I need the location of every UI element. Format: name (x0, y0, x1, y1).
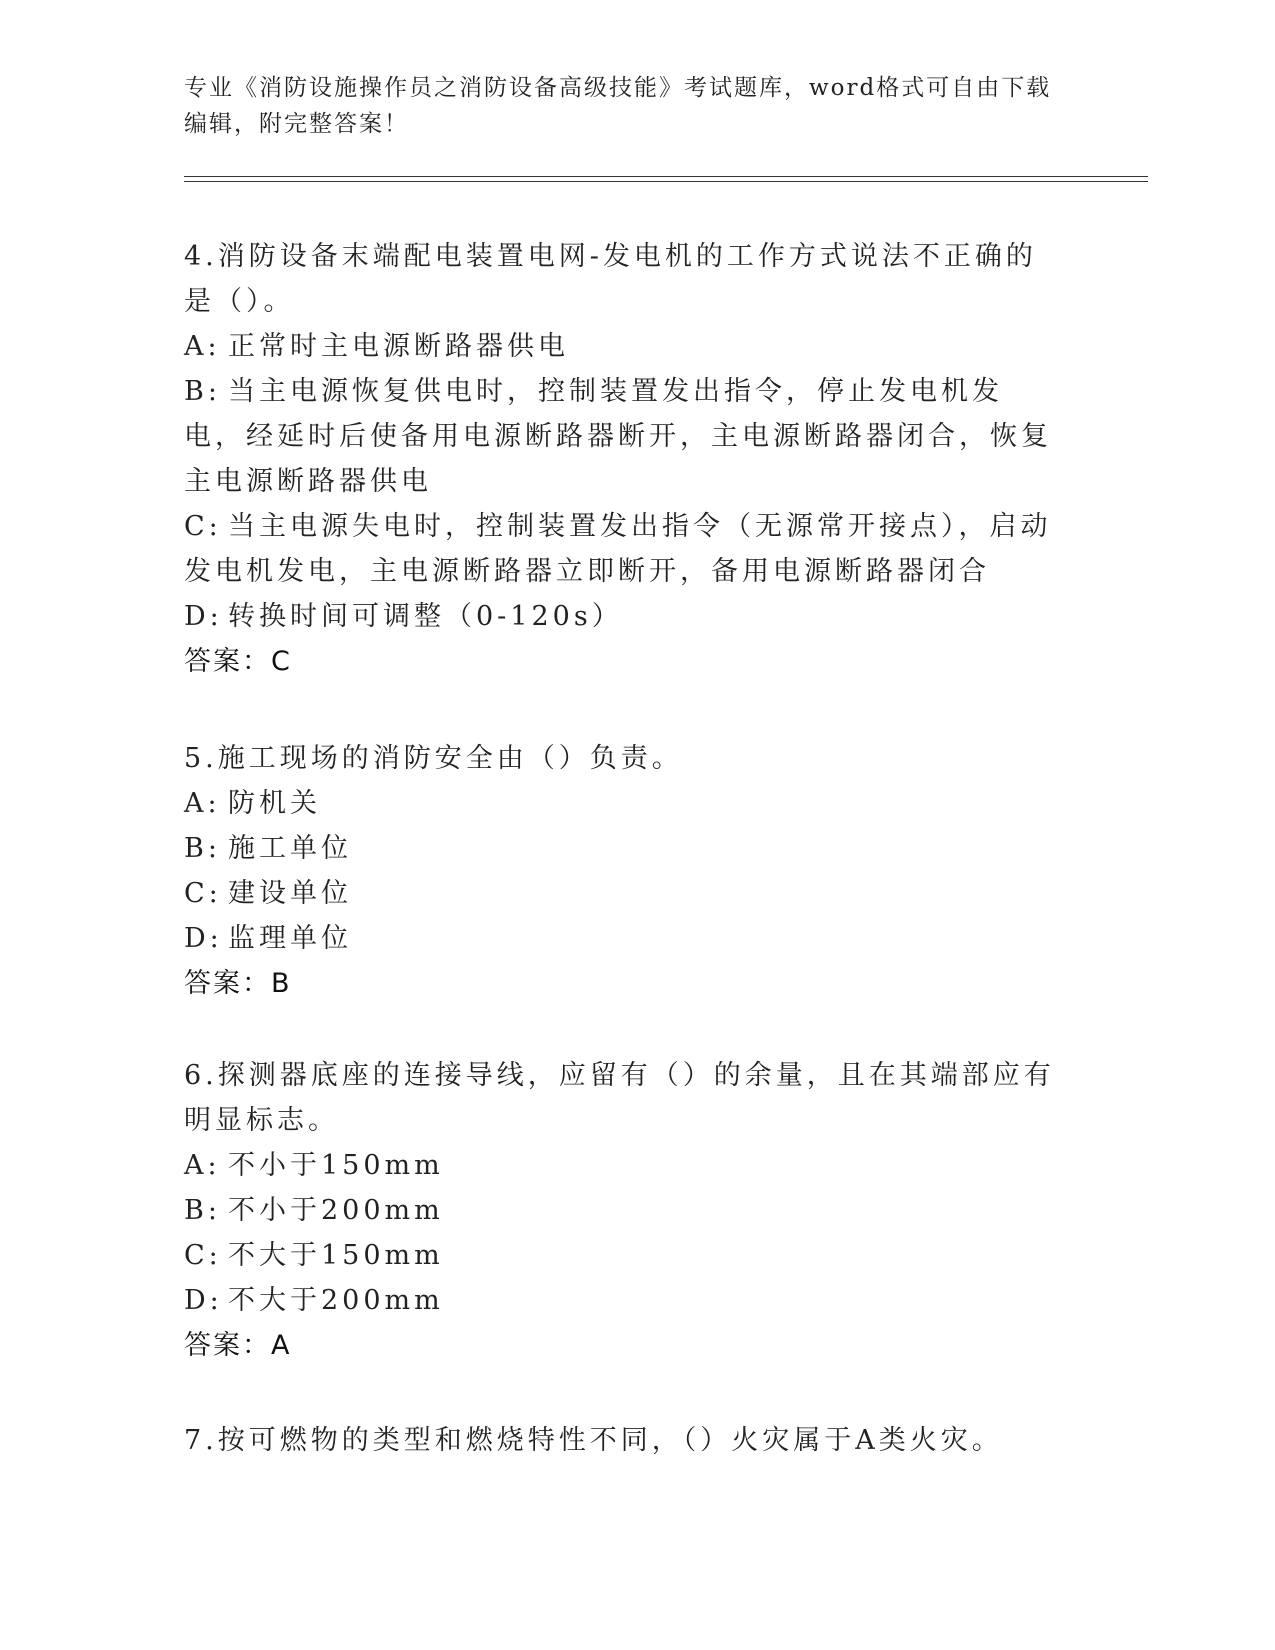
option-text: 不大于200mm (228, 1285, 444, 1316)
option-a (184, 324, 1064, 369)
option-letter: A: (184, 788, 221, 819)
option-letter: B: (184, 376, 221, 407)
option-letter: D: (184, 1285, 223, 1316)
question-7 (184, 1418, 1064, 1463)
option-text: 正常时主电源断路器供电 (228, 331, 569, 362)
document-header: 专业《消防设施操作员之消防设备高级技能》考试题库，word格式可自由下载编辑，附完整答案！ (184, 75, 1052, 137)
option-d (184, 594, 1064, 639)
option-d (184, 1278, 1064, 1323)
option-text: 不大于150mm (228, 1240, 444, 1271)
header-divider-bottom (184, 181, 1148, 182)
option-letter: A: (184, 1150, 221, 1181)
option-text: 不小于200mm (228, 1195, 444, 1226)
answer-label: 答案：C (184, 646, 292, 677)
option-text: 建设单位 (228, 878, 352, 909)
option-a (184, 781, 1064, 826)
option-c (184, 504, 1064, 594)
header-divider-top (184, 176, 1148, 177)
question-stem: 5.施工现场的消防安全由（）负责。 (184, 743, 683, 774)
option-letter: C: (184, 511, 222, 542)
answer-label: 答案：A (184, 1330, 292, 1361)
option-letter: A: (184, 331, 221, 362)
option-c (184, 871, 1064, 916)
option-text: 施工单位 (228, 833, 352, 864)
option-b (184, 1188, 1064, 1233)
option-letter: D: (184, 923, 223, 954)
question-stem: 6.探测器底座的连接导线，应留有（）的余量，且在其端部应有明显标志。 (184, 1060, 1055, 1136)
option-text: 当主电源失电时，控制装置发出指令（无源常开接点），启动发电机发电，主电源断路器立即断开，备用电源断路器闭合 (184, 511, 1052, 587)
option-text: 监理单位 (228, 923, 352, 954)
option-d (184, 916, 1064, 961)
option-b (184, 369, 1064, 504)
option-letter: C: (184, 1240, 222, 1271)
answer-label: 答案：B (184, 968, 292, 999)
option-a (184, 1143, 1064, 1188)
option-text: 防机关 (228, 788, 321, 819)
question-4 (184, 234, 1064, 684)
option-letter: C: (184, 878, 222, 909)
option-c (184, 1233, 1064, 1278)
option-letter: D: (184, 601, 223, 632)
question-stem: 7.按可燃物的类型和燃烧特性不同，（）火灾属于A类火灾。 (184, 1425, 1003, 1456)
option-text: 不小于150mm (228, 1150, 444, 1181)
option-letter: B: (184, 1195, 221, 1226)
option-text: 转换时间可调整（0-120s） (228, 601, 623, 632)
option-b (184, 826, 1064, 871)
option-text: 当主电源恢复供电时，控制装置发出指令，停止发电机发电，经延时后使备用电源断路器断开，主电源断路器闭合，恢复主电源断路器供电 (184, 376, 1052, 497)
question-5 (184, 736, 1064, 1006)
question-6 (184, 1053, 1064, 1368)
question-stem: 4.消防设备末端配电装置电网-发电机的工作方式说法不正确的是（）。 (184, 241, 1037, 317)
option-letter: B: (184, 833, 221, 864)
